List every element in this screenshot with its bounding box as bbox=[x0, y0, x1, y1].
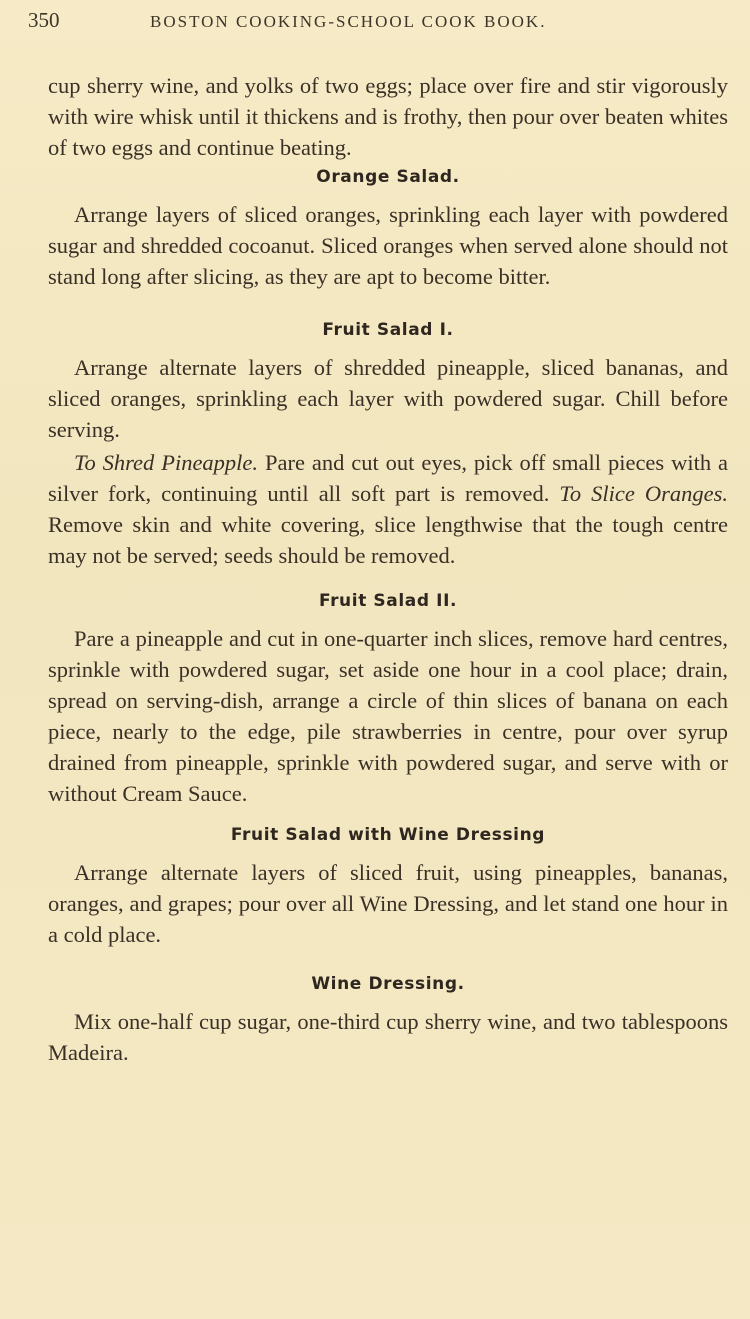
recipe-heading-fruit-salad-1: Fruit Salad I. bbox=[322, 320, 454, 340]
running-head: BOSTON COOKING-SCHOOL COOK BOOK. bbox=[150, 12, 547, 31]
recipe-text-fruit-salad-2: Pare a pineapple and cut in one-quarter inch slices, remove hard centres, sprinkle with powdered sugar, set aside one hour in a cool place; drain, spread on serving-dish, arrange a circle of thin slices of banana on each piece, nearly to the edge, pile strawberries in centre, pour over syrup drained from pineapple, sprinkle with powdered sugar, and serve with or without Cream Sauce. bbox=[48, 626, 728, 806]
recipe-text-fruit-salad-1: Arrange alternate layers of shredded pineapple, sliced bananas, and sliced oranges, sprinkling each layer with powdered sugar. Chill before serving. bbox=[48, 355, 728, 442]
page-body bbox=[48, 70, 728, 1068]
note-text-slice-oranges: Remove skin and white covering, slice lengthwise that the tough centre may not be served; seeds should be removed. bbox=[48, 512, 728, 568]
recipe-heading-fruit-salad-2: Fruit Salad II. bbox=[318, 591, 458, 611]
recipe-text-orange-salad: Arrange layers of sliced oranges, sprinkling each layer with powdered sugar and shredded cocoanut. Sliced oranges when served alone should not stand long after slicing, as they are apt to become bitter. bbox=[48, 202, 728, 289]
note-label-shred-pineapple: To Shred Pineapple. bbox=[74, 450, 259, 475]
recipe-text-fruit-salad-wine: Arrange alternate layers of sliced fruit, using pineapples, bananas, oranges, and grapes; pour over all Wine Dressing, and let stand one hour in a cold place. bbox=[48, 860, 728, 947]
recipe-notes-fruit-salad-1 bbox=[48, 447, 728, 571]
page-header bbox=[28, 8, 730, 42]
note-label-slice-oranges: To Slice Oranges. bbox=[559, 481, 729, 506]
recipe-heading-wine-dressing: Wine Dressing. bbox=[311, 974, 465, 994]
recipe-heading-orange-salad: Orange Salad. bbox=[316, 167, 460, 187]
recipe-heading-fruit-salad-wine: Fruit Salad with Wine Dressing bbox=[230, 825, 546, 845]
page-number: 350 bbox=[28, 8, 60, 32]
note-text-shred-pineapple: Pare and cut out eyes, pick off small pieces with a silver fork, continuing until all soft part is removed. bbox=[48, 450, 729, 506]
recipe-text-wine-dressing: Mix one-half cup sugar, one-third cup sherry wine, and two tablespoons Madeira. bbox=[48, 1009, 728, 1065]
carryover-paragraph: cup sherry wine, and yolks of two eggs; place over fire and stir vigorously with wire whisk until it thickens and is frothy, then pour over beaten whites of two eggs and continue beating. bbox=[48, 73, 728, 160]
